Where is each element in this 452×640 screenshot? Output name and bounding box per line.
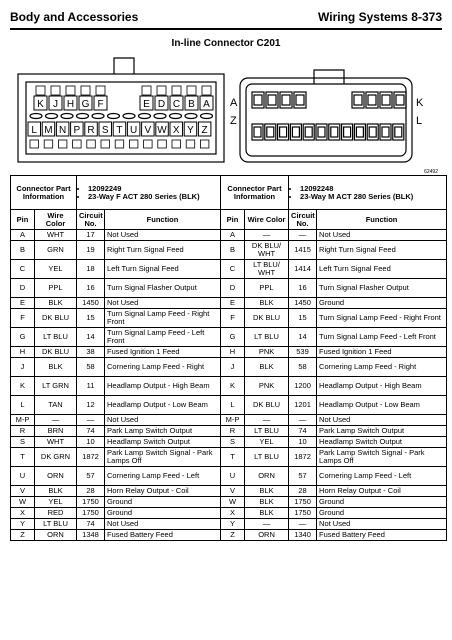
function-cell: Headlamp Output - High Beam — [317, 377, 447, 396]
section-title: Body and Accessories — [10, 10, 139, 24]
part-desc-right: • 23-Way M ACT 280 Series (BLK) — [300, 193, 444, 201]
function-cell: Ground — [105, 508, 221, 519]
left-pin-label: G — [81, 99, 90, 110]
col-pin: Pin — [221, 210, 245, 230]
table-row — [11, 396, 447, 415]
function-cell: Park Lamp Switch Signal - Park Lamps Off — [105, 448, 221, 467]
right-pin-socket — [254, 127, 261, 137]
pin-cell: K — [11, 377, 35, 396]
left-pin-slot — [142, 86, 151, 95]
function-cell: Headlamp Output - Low Beam — [105, 396, 221, 415]
part-info-label-left: Connector Part Information — [11, 176, 77, 210]
wire-color-cell: ORN — [35, 467, 77, 486]
wire-color-cell: BLK — [245, 298, 289, 309]
circuit-cell: 15 — [289, 309, 317, 328]
function-cell: Cornering Lamp Feed - Right — [105, 358, 221, 377]
circuit-cell: 1872 — [77, 448, 105, 467]
right-pin-socket — [254, 95, 262, 105]
right-pin-socket — [368, 95, 376, 105]
circuit-cell: 12 — [77, 396, 105, 415]
left-pin-slot — [187, 86, 196, 95]
left-conn-label-z: Z — [230, 115, 237, 127]
pin-cell: Y — [11, 519, 35, 530]
circuit-cell: 1450 — [289, 298, 317, 309]
pin-cell: C — [11, 260, 35, 279]
circuit-cell: 1340 — [289, 530, 317, 541]
circuit-cell: 1750 — [77, 508, 105, 519]
left-pin-slot — [66, 86, 75, 95]
table-row — [11, 241, 447, 260]
table-row — [11, 467, 447, 486]
left-pin-slot — [101, 140, 110, 148]
wire-color-cell: PPL — [245, 279, 289, 298]
table-row — [11, 279, 447, 298]
pin-cell: J — [221, 358, 245, 377]
function-cell: Park Lamp Switch Output — [105, 426, 221, 437]
wire-color-cell: PNK — [245, 377, 289, 396]
pin-cell: W — [221, 497, 245, 508]
circuit-cell: 1750 — [77, 497, 105, 508]
table-row — [11, 358, 447, 377]
pin-cell: F — [11, 309, 35, 328]
left-pin-slot — [30, 140, 39, 148]
pin-cell: H — [221, 347, 245, 358]
wire-color-cell: BLK — [245, 497, 289, 508]
part-desc-left: • 23-Way F ACT 280 Series (BLK) — [88, 193, 218, 201]
function-cell: Right Turn Signal Feed — [105, 241, 221, 260]
left-pin-slot — [44, 140, 53, 148]
table-row — [11, 508, 447, 519]
right-conn-label-k: K — [416, 97, 424, 109]
function-cell: Ground — [317, 508, 447, 519]
left-pin-label: F — [97, 99, 104, 110]
function-cell: Ground — [105, 497, 221, 508]
right-conn-label-l: L — [416, 115, 423, 127]
pin-cell: A — [221, 230, 245, 241]
right-pin-socket — [354, 95, 362, 105]
pin-cell: L — [11, 396, 35, 415]
wire-color-cell: DK BLU — [35, 347, 77, 358]
right-pin-socket — [267, 127, 274, 137]
pin-cell: U — [221, 467, 245, 486]
left-pin-label: U — [129, 125, 138, 136]
circuit-cell: 57 — [289, 467, 317, 486]
keyway-oval — [170, 114, 182, 119]
col-function: Function — [105, 210, 221, 230]
left-pin-slot — [157, 86, 166, 95]
circuit-cell: 1201 — [289, 396, 317, 415]
circuit-cell: 16 — [77, 279, 105, 298]
circuit-cell: 18 — [77, 260, 105, 279]
column-header-row — [11, 210, 447, 230]
pin-cell: Z — [221, 530, 245, 541]
function-cell: Horn Relay Output - Coil — [105, 486, 221, 497]
function-cell: Cornering Lamp Feed - Left — [105, 467, 221, 486]
right-pin-socket — [382, 95, 390, 105]
right-pin-socket — [369, 127, 376, 137]
wire-color-cell: DK GRN — [35, 448, 77, 467]
table-row — [11, 448, 447, 467]
connector-diagram — [14, 52, 444, 170]
connector-title: In-line Connector C201 — [171, 38, 281, 49]
left-conn-label-a: A — [230, 97, 238, 109]
circuit-cell: 74 — [77, 426, 105, 437]
function-cell: Turn Signal Flasher Output — [105, 279, 221, 298]
function-cell: Left Turn Signal Feed — [317, 260, 447, 279]
function-cell: Turn Signal Lamp Feed - Right Front — [317, 309, 447, 328]
pin-cell: R — [11, 426, 35, 437]
function-cell: Ground — [317, 497, 447, 508]
function-cell: Ground — [317, 298, 447, 309]
col-color: Wire Color — [245, 210, 289, 230]
wire-color-cell: BLK — [245, 358, 289, 377]
table-row — [11, 426, 447, 437]
function-cell: Turn Signal Flasher Output — [317, 279, 447, 298]
function-cell: Fused Ignition 1 Feed — [317, 347, 447, 358]
pin-cell: B — [11, 241, 35, 260]
wire-color-cell: DK BLU — [35, 309, 77, 328]
function-cell: Headlamp Output - Low Beam — [317, 396, 447, 415]
table-row — [11, 298, 447, 309]
table-row — [11, 260, 447, 279]
left-pin-slot — [172, 140, 181, 148]
col-pin: Pin — [11, 210, 35, 230]
pin-cell: V — [221, 486, 245, 497]
circuit-cell: 1200 — [289, 377, 317, 396]
pin-cell: G — [221, 328, 245, 347]
circuit-cell: 74 — [77, 519, 105, 530]
pin-cell: G — [11, 328, 35, 347]
left-pin-label: X — [172, 125, 180, 136]
right-pin-socket — [282, 95, 290, 105]
circuit-cell: 1872 — [289, 448, 317, 467]
left-pin-label: Z — [201, 125, 208, 136]
function-cell: Turn Signal Lamp Feed - Left Front — [105, 328, 221, 347]
circuit-cell: 11 — [77, 377, 105, 396]
left-pin-slot — [96, 86, 105, 95]
part-number-right: • 12092248 — [300, 185, 444, 193]
left-pin-slot — [144, 140, 153, 148]
right-pin-socket — [396, 95, 404, 105]
circuit-cell: 1348 — [77, 530, 105, 541]
table-row — [11, 377, 447, 396]
pin-cell: V — [11, 486, 35, 497]
wire-color-cell: — — [245, 230, 289, 241]
wire-color-cell: YEL — [245, 437, 289, 448]
right-pin-socket — [356, 127, 363, 137]
right-pin-socket — [318, 127, 325, 137]
table-row — [11, 497, 447, 508]
circuit-cell: 1750 — [289, 508, 317, 519]
circuit-cell: 1415 — [289, 241, 317, 260]
wire-color-cell: PPL — [35, 279, 77, 298]
table-row — [11, 230, 447, 241]
wire-color-cell: DK BLU/ WHT — [245, 241, 289, 260]
function-cell: Headlamp Switch Output — [317, 437, 447, 448]
left-pin-label: K — [37, 99, 44, 110]
wire-color-cell: LT BLU — [35, 519, 77, 530]
keyway-oval — [139, 114, 151, 119]
function-cell: Turn Signal Lamp Feed - Left Front — [317, 328, 447, 347]
left-pin-label: N — [58, 125, 67, 136]
left-pin-slot — [158, 140, 167, 148]
pin-cell: Z — [11, 530, 35, 541]
wire-color-cell: WHT — [35, 437, 77, 448]
function-cell: Fused Battery Feed — [105, 530, 221, 541]
left-pin-label: L — [31, 125, 37, 136]
left-pin-slot — [186, 140, 195, 148]
wire-color-cell: YEL — [35, 260, 77, 279]
pin-cell: E — [221, 298, 245, 309]
right-pin-socket — [296, 95, 304, 105]
pin-cell: F — [221, 309, 245, 328]
function-cell: Horn Relay Output - Coil — [317, 486, 447, 497]
circuit-cell: — — [289, 230, 317, 241]
left-pin-label: E — [143, 99, 150, 110]
wire-color-cell: ORN — [245, 467, 289, 486]
keyway-oval — [92, 114, 104, 119]
pin-cell: K — [221, 377, 245, 396]
circuit-cell: 14 — [289, 328, 317, 347]
function-cell: Headlamp Output - High Beam — [105, 377, 221, 396]
left-pin-slot — [129, 140, 138, 148]
table-row — [11, 437, 447, 448]
keyway-oval — [61, 114, 73, 119]
function-cell: Cornering Lamp Feed - Right — [317, 358, 447, 377]
pin-cell: M-P — [221, 415, 245, 426]
left-pin-label: Y — [187, 125, 194, 136]
page-header — [10, 8, 442, 30]
keyway-oval — [123, 114, 135, 119]
circuit-cell: 1450 — [77, 298, 105, 309]
left-pin-slot — [172, 86, 181, 95]
circuit-cell: 57 — [77, 467, 105, 486]
table-row — [11, 486, 447, 497]
function-cell: Not Used — [317, 230, 447, 241]
pin-cell: D — [11, 279, 35, 298]
wire-color-cell: PNK — [245, 347, 289, 358]
wire-color-cell: LT BLU — [35, 328, 77, 347]
pin-cell: H — [11, 347, 35, 358]
left-pin-slot — [81, 86, 90, 95]
table-row — [11, 309, 447, 328]
pin-cell: D — [221, 279, 245, 298]
right-pin-socket — [344, 127, 351, 137]
wire-color-cell: ORN — [245, 530, 289, 541]
wire-color-cell: BRN — [35, 426, 77, 437]
col-circuit: Circuit No. — [289, 210, 317, 230]
pin-cell: W — [11, 497, 35, 508]
wire-color-cell: DK BLU — [245, 396, 289, 415]
wire-color-cell: — — [245, 415, 289, 426]
pin-cell: J — [11, 358, 35, 377]
circuit-cell: 28 — [289, 486, 317, 497]
keyway-oval — [46, 114, 58, 119]
wire-color-cell: GRN — [35, 241, 77, 260]
pin-cell: T — [221, 448, 245, 467]
pin-cell: U — [11, 467, 35, 486]
right-pin-socket — [331, 127, 338, 137]
pin-cell: E — [11, 298, 35, 309]
circuit-cell: 16 — [289, 279, 317, 298]
left-pin-slot — [73, 140, 82, 148]
wire-color-cell: BLK — [35, 358, 77, 377]
wire-color-cell: — — [35, 415, 77, 426]
left-pin-label: C — [172, 99, 181, 110]
page-number: Wiring Systems 8-373 — [318, 10, 442, 24]
function-cell: Right Turn Signal Feed — [317, 241, 447, 260]
function-cell: Fused Battery Feed — [317, 530, 447, 541]
pinout-table — [10, 175, 447, 541]
pin-cell: X — [11, 508, 35, 519]
table-row — [11, 519, 447, 530]
function-cell: Left Turn Signal Feed — [105, 260, 221, 279]
function-cell: Cornering Lamp Feed - Left — [317, 467, 447, 486]
wire-color-cell: LT BLU/ WHT — [245, 260, 289, 279]
circuit-cell: 539 — [289, 347, 317, 358]
circuit-cell: 28 — [77, 486, 105, 497]
part-number-left: • 12092249 — [88, 185, 218, 193]
function-cell: Not Used — [105, 230, 221, 241]
keyway-oval — [30, 114, 42, 119]
right-pin-socket — [305, 127, 312, 137]
left-pin-label: W — [157, 125, 167, 136]
circuit-cell: 19 — [77, 241, 105, 260]
pin-cell: Y — [221, 519, 245, 530]
keyway-oval — [154, 114, 166, 119]
pin-cell: X — [221, 508, 245, 519]
function-cell: Not Used — [105, 298, 221, 309]
part-info-right — [289, 176, 447, 210]
part-info-label-right: Connector Part Information — [221, 176, 289, 210]
connector-right — [240, 70, 412, 162]
wire-color-cell: BLK — [245, 486, 289, 497]
table-row — [11, 347, 447, 358]
left-pin-label: J — [53, 99, 58, 110]
circuit-cell: 74 — [289, 426, 317, 437]
left-pin-slot — [51, 86, 60, 95]
right-pin-socket — [382, 127, 389, 137]
function-cell: Fused Ignition 1 Feed — [105, 347, 221, 358]
function-cell: Not Used — [105, 415, 221, 426]
pin-cell: S — [221, 437, 245, 448]
wire-color-cell: LT GRN — [35, 377, 77, 396]
wire-color-cell: BLK — [35, 298, 77, 309]
circuit-cell: 10 — [77, 437, 105, 448]
wire-color-cell: TAN — [35, 396, 77, 415]
right-pin-socket — [280, 127, 287, 137]
left-pin-slot — [36, 86, 45, 95]
circuit-cell: 1750 — [289, 497, 317, 508]
wire-color-cell: LT BLU — [245, 426, 289, 437]
left-pin-slot — [202, 86, 211, 95]
right-pin-socket — [268, 95, 276, 105]
keyway-oval — [201, 114, 213, 119]
wire-color-cell: YEL — [35, 497, 77, 508]
function-cell: Park Lamp Switch Output — [317, 426, 447, 437]
function-cell: Not Used — [317, 519, 447, 530]
pin-cell: M-P — [11, 415, 35, 426]
function-cell: Turn Signal Lamp Feed - Right Front — [105, 309, 221, 328]
wire-color-cell: WHT — [35, 230, 77, 241]
left-pin-slot — [115, 140, 124, 148]
diagram-code: 62492 — [424, 169, 438, 175]
pin-cell: B — [221, 241, 245, 260]
pin-cell: L — [221, 396, 245, 415]
wire-color-cell: ORN — [35, 530, 77, 541]
function-cell: Park Lamp Switch Signal - Park Lamps Off — [317, 448, 447, 467]
function-cell: Not Used — [317, 415, 447, 426]
keyway-oval — [108, 114, 120, 119]
circuit-cell: 38 — [77, 347, 105, 358]
pin-cell: T — [11, 448, 35, 467]
table-row — [11, 530, 447, 541]
pin-cell: A — [11, 230, 35, 241]
part-info-left — [77, 176, 221, 210]
function-cell: Headlamp Switch Output — [105, 437, 221, 448]
keyway-oval — [185, 114, 197, 119]
wire-color-cell: LT BLU — [245, 328, 289, 347]
circuit-cell: — — [77, 415, 105, 426]
circuit-cell: 58 — [289, 358, 317, 377]
wire-color-cell: — — [245, 519, 289, 530]
wire-color-cell: RED — [35, 508, 77, 519]
circuit-cell: 14 — [77, 328, 105, 347]
left-pin-label: T — [116, 125, 123, 136]
circuit-cell: 10 — [289, 437, 317, 448]
left-pin-slot — [200, 140, 209, 148]
left-pin-label: H — [66, 99, 75, 110]
table-row — [11, 415, 447, 426]
left-pin-label: S — [101, 125, 109, 136]
right-pin-socket — [292, 127, 299, 137]
pin-cell: C — [221, 260, 245, 279]
pin-cell: R — [221, 426, 245, 437]
wire-color-cell: DK BLU — [245, 309, 289, 328]
circuit-cell: 17 — [77, 230, 105, 241]
left-pin-label: R — [87, 125, 95, 136]
wire-color-cell: BLK — [245, 508, 289, 519]
left-pin-slot — [87, 140, 96, 148]
left-pin-slot — [58, 140, 67, 148]
left-pin-label: V — [144, 125, 152, 136]
wire-color-cell: LT BLU — [245, 448, 289, 467]
circuit-cell: 58 — [77, 358, 105, 377]
col-function: Function — [317, 210, 447, 230]
col-circuit: Circuit No. — [77, 210, 105, 230]
right-pin-socket — [395, 127, 402, 137]
left-pin-label: B — [188, 99, 195, 110]
pin-cell: S — [11, 437, 35, 448]
left-pin-label: A — [203, 99, 210, 110]
col-color: Wire Color — [35, 210, 77, 230]
left-pin-label: P — [73, 125, 81, 136]
circuit-cell: — — [289, 519, 317, 530]
left-pin-label: M — [44, 125, 53, 136]
left-pin-label: D — [157, 99, 166, 110]
circuit-cell: 15 — [77, 309, 105, 328]
function-cell: Not Used — [105, 519, 221, 530]
circuit-cell: — — [289, 415, 317, 426]
table-row — [11, 328, 447, 347]
wire-color-cell: BLK — [35, 486, 77, 497]
circuit-cell: 1414 — [289, 260, 317, 279]
keyway-oval — [77, 114, 89, 119]
part-info-row — [11, 176, 447, 210]
